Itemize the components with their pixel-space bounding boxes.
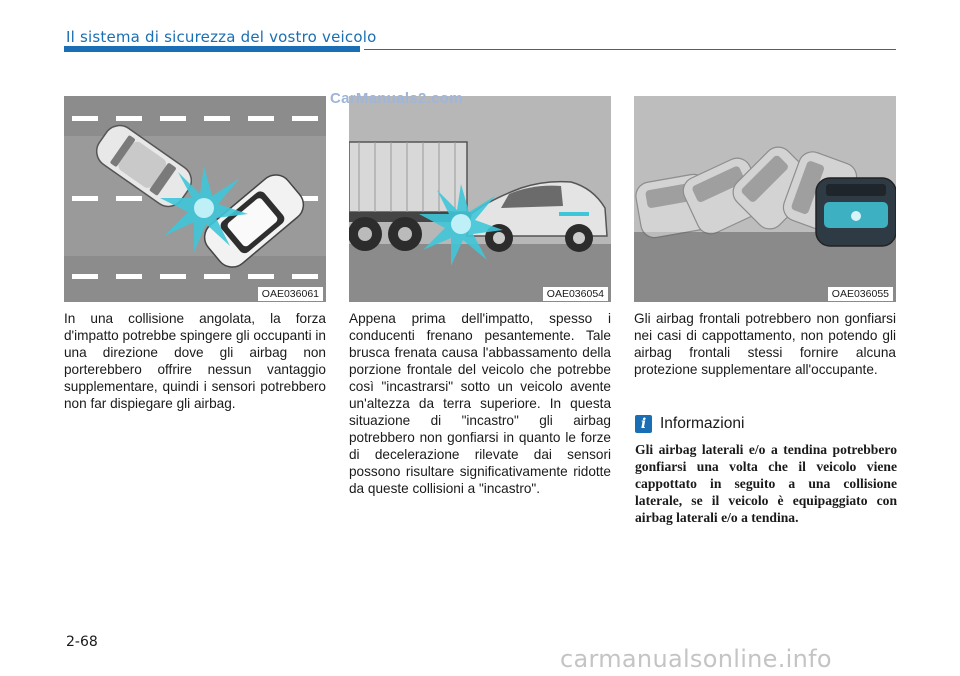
figure-angled-collision — [64, 96, 326, 302]
rollover-illustration — [634, 96, 896, 302]
column-1-text: In una collisione angolata, la forza d'impatto potrebbe spingere gli occupanti in una direzione dove gli airbag non porterebbero offrire nessun vantaggio supplementare, quindi i sensori potrebbero non far dispiegare gli airbag. — [64, 311, 326, 411]
column-2-text: Appena prima dell'impatto, spesso i conducenti frenano pesantemente. Tale brusca frenata causa l'abbassamento della porzione frontale del veicolo che potrebbe così "incastrarsi" sotto un veicolo avente un'altezza da terra superiore. In questa situazione di "incastro" gli airbag potrebbero non gonfiarsi in quanto le forze di decelerazione rilevate dai sensori possono risultare significativamente ridotte da queste collisioni a "incastro". — [349, 311, 611, 496]
header-rule — [364, 49, 896, 50]
info-header — [635, 414, 744, 434]
underride-truck-collision-illustration — [349, 96, 611, 302]
angled-collision-illustration — [64, 96, 326, 302]
figure-underride-collision — [349, 96, 611, 302]
info-body: Gli airbag laterali e/o a tendina potrebbero gonfiarsi una volta che il veicolo viene cappottato in seguito a una collisione laterale, se il veicolo è equipaggiato con airbag laterali e/o a tendina. — [635, 442, 897, 525]
page-number: 2-68 — [66, 634, 98, 650]
header-accent-bar — [64, 46, 360, 52]
figure-rollover — [634, 96, 896, 302]
section-title: Il sistema di sicurezza del vostro veicolo — [66, 28, 377, 46]
figure-code: OAE036055 — [828, 287, 893, 301]
figure-code: OAE036061 — [258, 287, 323, 301]
info-title: Informazioni — [660, 415, 745, 432]
watermark-bottom: carmanualsonline.info — [560, 645, 832, 673]
watermark-top: CarManuals2.com — [330, 90, 463, 107]
info-icon: i — [635, 415, 652, 433]
figure-code: OAE036054 — [543, 287, 608, 301]
car-upside-down — [816, 178, 896, 246]
column-3-text: Gli airbag frontali potrebbero non gonfiarsi nei casi di cappottamento, non potendo gli airbag frontali stessi fornire alcuna protezione supplementare all'occupante. — [634, 311, 896, 377]
